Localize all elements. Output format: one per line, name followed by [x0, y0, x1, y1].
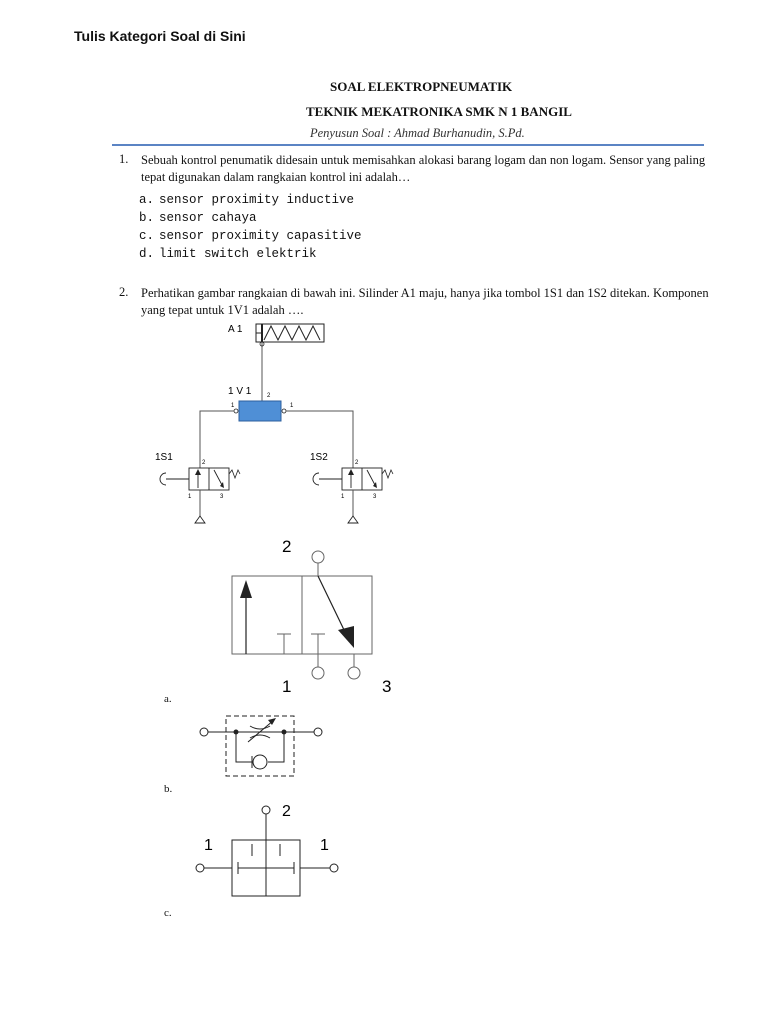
valve-3-2-symbol	[226, 530, 406, 700]
cylinder-label: A 1	[228, 324, 243, 335]
author-line: Penyusun Soal : Ahmad Burhanudin, S.Pd.	[310, 126, 525, 140]
pneumatic-circuit-diagram	[140, 318, 400, 528]
question-2-option-a-letter[interactable]: a.	[164, 693, 172, 705]
header-divider	[112, 144, 704, 146]
valve-label: 1 V 1	[228, 386, 252, 397]
option-a-flow-control-symbol	[196, 712, 326, 780]
switch-1s2-port-2: 2	[355, 460, 359, 466]
option-b-port-1-right: 1	[320, 837, 329, 854]
switch-1s2-label: 1S2	[310, 452, 328, 463]
cylinder-spring	[264, 326, 320, 340]
valve-port-right: 1	[290, 403, 294, 409]
option-b-port-1-left: 1	[204, 837, 213, 854]
switch-1s2	[310, 452, 393, 523]
option-letter: d.	[139, 247, 155, 261]
switch-1s1	[155, 452, 240, 523]
valve-1v1	[239, 401, 281, 421]
valve-symbol-port-3: 3	[382, 677, 392, 696]
question-2-option-b-letter[interactable]: b.	[164, 783, 173, 795]
question-1-text: Sebuah kontrol penumatik didesain untuk memisahkan alokasi barang logam dan non logam. Sensor yang paling tepat digunakan dalam rangkaian kontrol ini adalah…	[141, 153, 706, 184]
option-b-port-2: 2	[282, 803, 291, 820]
valve-port-left: 1	[231, 403, 235, 409]
switch-1s2-port-3: 3	[373, 494, 377, 500]
switch-1s1-label: 1S1	[155, 452, 173, 463]
switch-1s2-port-1: 1	[341, 494, 345, 500]
exam-subtitle: TEKNIK MEKATRONIKA SMK N 1 BANGIL	[306, 104, 572, 119]
valve-symbol-arrow-diagonal	[318, 576, 346, 634]
option-text: sensor cahaya	[159, 211, 257, 225]
exam-title: SOAL ELEKTROPNEUMATIK	[330, 79, 513, 94]
option-letter: c.	[139, 229, 155, 243]
question-2-text: Perhatikan gambar rangkaian di bawah ini. Silinder A1 maju, hanya jika tombol 1S1 dan 1S2 ditekan. Komponen yang tepat untuk 1V1 adalah ….	[141, 286, 709, 317]
question-2-number: 2.	[119, 285, 129, 299]
valve-symbol-port-2: 2	[282, 537, 292, 556]
question-2-option-c-letter[interactable]: c.	[164, 907, 172, 919]
switch-1s1-port-1: 1	[188, 494, 192, 500]
option-letter: b.	[139, 211, 155, 225]
category-heading: Tulis Kategori Soal di Sini	[74, 28, 246, 44]
option-text: sensor proximity capasitive	[159, 229, 362, 243]
option-b-shuttle-valve-symbol	[194, 800, 344, 900]
option-text: sensor proximity inductive	[159, 193, 355, 207]
switch-1s1-port-2: 2	[202, 460, 206, 466]
valve-port-out: 2	[267, 393, 271, 399]
question-1-number: 1.	[119, 152, 129, 166]
valve-symbol-port-1: 1	[282, 677, 292, 696]
option-letter: a.	[139, 193, 155, 207]
option-text: limit switch elektrik	[159, 247, 317, 261]
switch-1s1-port-3: 3	[220, 494, 224, 500]
